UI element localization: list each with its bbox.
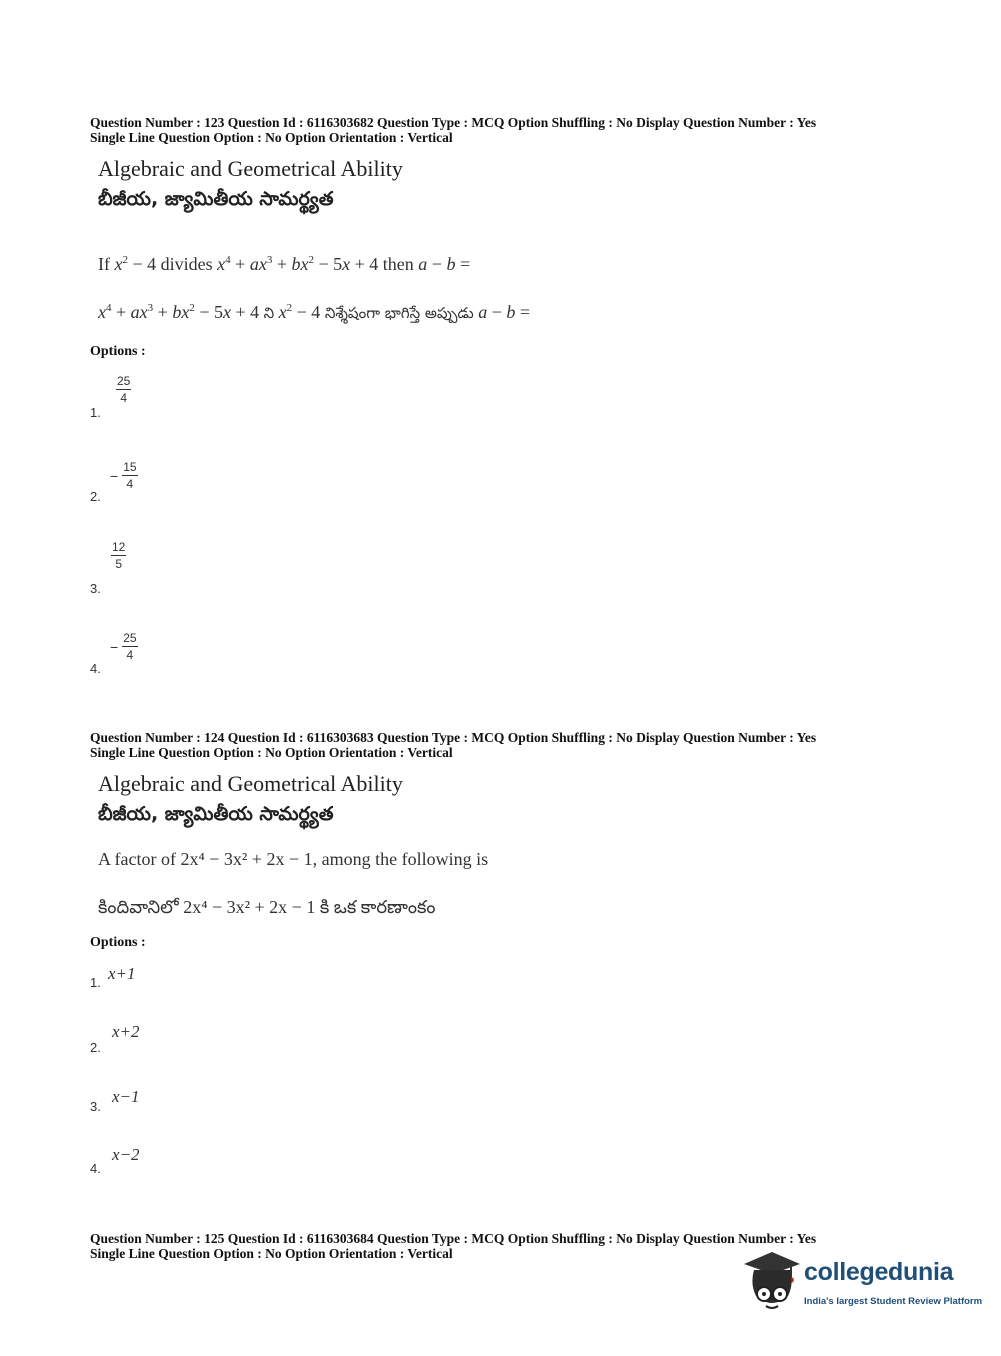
logo-wordmark: collegedunia [804, 1258, 954, 1286]
mascot-icon [742, 1250, 802, 1316]
q123-option-1-number: 1. [90, 405, 101, 420]
q124-option-2-value[interactable]: x+2 [112, 1022, 140, 1041]
q123-meta-line2: Single Line Question Option : No Option Orientation : Vertical [90, 130, 453, 145]
q123-option-2-number: 2. [90, 489, 101, 504]
q125-meta-line2: Single Line Question Option : No Option Orientation : Vertical [90, 1246, 453, 1261]
q124-option-4-value[interactable]: x−2 [112, 1145, 140, 1164]
q123-option-3-number: 3. [90, 581, 101, 596]
q124-option-3-value[interactable]: x−1 [112, 1087, 140, 1106]
q124-option-1-number: 1. [90, 975, 101, 990]
q124-meta-line1: Question Number : 124 Question Id : 6116303683 Question Type : MCQ Option Shuffling : No Display Question Number : Yes [90, 730, 817, 745]
q123-option-2-value[interactable]: − $\frac{15}{4}$ [110, 460, 137, 491]
q123-option-1-value[interactable]: $\frac{25}{4}$ [117, 374, 131, 405]
q124-meta-line2: Single Line Question Option : No Option Orientation : Vertical [90, 745, 453, 760]
q124-option-2-number: 2. [90, 1040, 101, 1055]
collegedunia-logo[interactable] [742, 1250, 983, 1320]
q123-subject-en: Algebraic and Geometrical Ability [98, 156, 403, 181]
q123-question-te: $x^4 + ax^3 + bx^2 - 5x + 4$ ని $x^2 - 4$ నిశ్శేషంగా భాగిస్తే అప్పుడు a − b = [98, 302, 531, 322]
q124-option-1-value[interactable]: x+1 [108, 964, 136, 983]
q123-option-4-number: 4. [90, 661, 101, 676]
q124-options-label: Options : [90, 935, 146, 950]
q123-subject-te: బీజీయ, జ్యామితీయ సామర్థ్యత [98, 188, 334, 210]
q123-options-label: Options : [90, 344, 146, 359]
q124-option-4-number: 4. [90, 1161, 101, 1176]
q124-subject-en: Algebraic and Geometrical Ability [98, 771, 403, 796]
q124-option-3-number: 3. [90, 1099, 101, 1114]
q125-meta-line1: Question Number : 125 Question Id : 6116303684 Question Type : MCQ Option Shuffling : No Display Question Number : Yes [90, 1231, 817, 1246]
logo-tagline: India's largest Student Review Platform [804, 1296, 983, 1307]
q123-option-3-value[interactable]: $\frac{12}{5}$ [112, 540, 126, 571]
q124-question-te: కిందివానిలో 2x⁴ − 3x² + 2x − 1 కి ఒక కారణాంకం [98, 897, 436, 917]
q123-question-en: If $x^2 - 4$ divides $x^4 + ax^3 + bx^2 - 5x + 4$ then a − b = [98, 254, 471, 274]
q123-option-4-value[interactable]: − $\frac{25}{4}$ [110, 631, 137, 662]
q124-subject-te: బీజీయ, జ్యామితీయ సామర్థ్యత [98, 803, 334, 825]
q124-question-en: A factor of 2x⁴ − 3x² + 2x − 1, among the following is [98, 849, 489, 869]
q123-meta-line1: Question Number : 123 Question Id : 6116303682 Question Type : MCQ Option Shuffling : No Display Question Number : Yes [90, 115, 817, 130]
